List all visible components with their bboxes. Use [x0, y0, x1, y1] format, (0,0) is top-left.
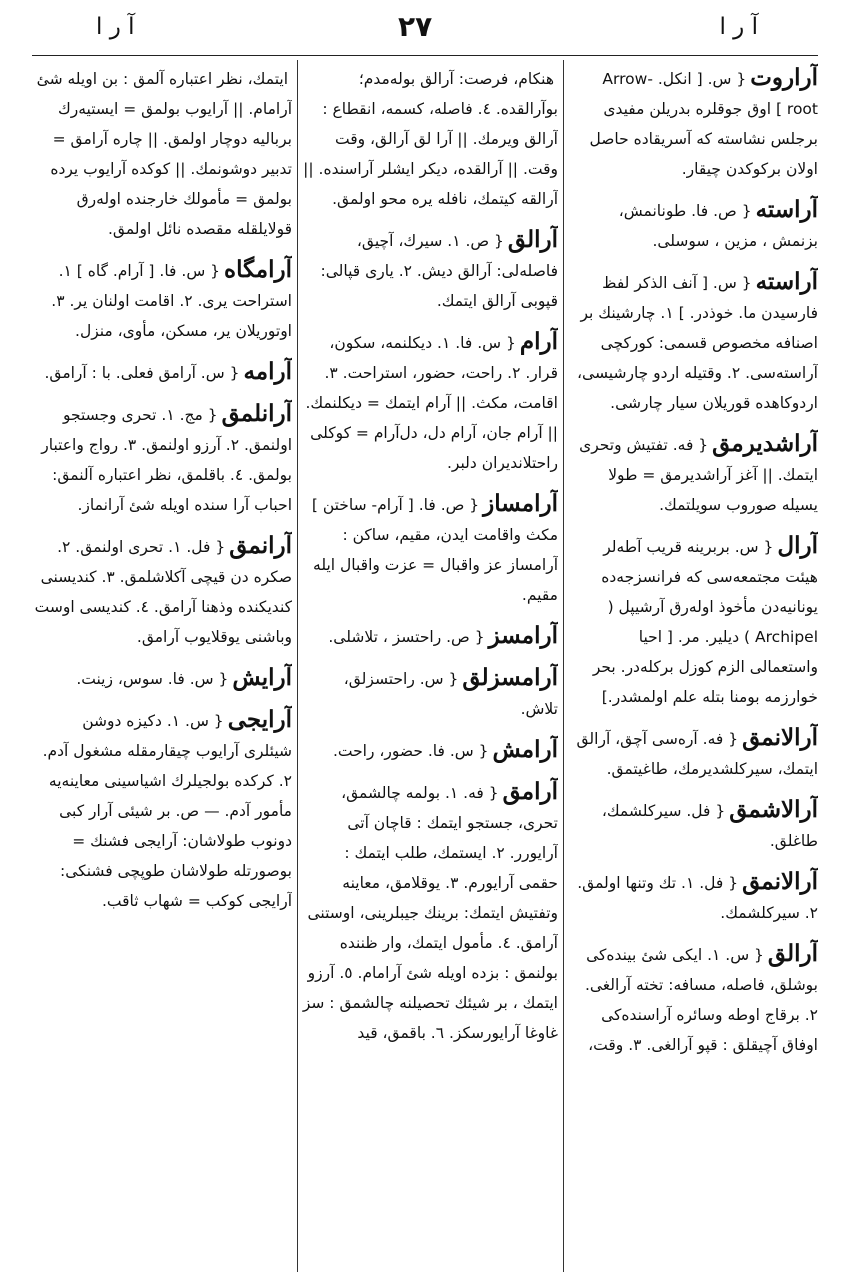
page-number: ٢٧ — [398, 10, 433, 43]
entry — [568, 796, 818, 856]
entry-headword: آرالق — [767, 940, 818, 967]
entry — [30, 532, 292, 652]
entry-definition: { س. آرامق فعلى. با : آرامق. — [44, 364, 240, 382]
entry — [302, 664, 558, 724]
entry-definition: { فل. ١. تك وتنها اولمق. ٢. سيركلشمك. — [577, 874, 818, 922]
entry — [568, 532, 818, 712]
entry — [302, 328, 558, 478]
entry — [568, 724, 818, 784]
entry-headword: آرام — [519, 328, 558, 355]
entry-definition: هنكام، فرصت: آرالق بوله‌مدم؛ بوآرالقده. ٤. فاصله، كسمه، انقطاع : آرالق ويرمك. || آرا لق آرالق، وقت وقت. || آرالقده، ديكر ايشلر آراسنده. || آرالقه كيتمك، نافله يره محو اولمق. — [303, 70, 558, 208]
entry-headword: آرامسز — [488, 622, 558, 649]
entry-headword: آرامه — [243, 358, 292, 385]
right-column — [568, 60, 818, 1272]
entry — [30, 64, 292, 244]
entry-headword: آراروت — [750, 64, 818, 91]
entry-headword: آرامگاه — [224, 256, 292, 283]
entry-definition: { فه. آره‌سى آچق، آرالق ايتمك، سيركلشديرمك، طاغيتمق. — [576, 730, 818, 778]
entry-headword: آراسته — [755, 268, 818, 295]
entry-definition: { س. فا. حضور، راحت. — [332, 742, 489, 760]
column-divider — [297, 60, 298, 1272]
entry-headword: آرالانمق — [742, 868, 818, 895]
running-head-right: آ ر ا — [719, 14, 758, 40]
entry — [568, 940, 818, 1060]
entry-definition: { س. فا. ١. ديكلنمه، سكون، قرار. ٢. راحت، حضور، استراحت. ٣. اقامت، مكث. || آرام ايتمك = ديكلنمك. || آرام جان، آرام دل، دل‌آرام = كوكلى راحتلانديران دلبر. — [305, 334, 558, 472]
entry-headword: آرالانمق — [742, 724, 818, 751]
entry-definition: { س. فا. سوس، زينت. — [76, 670, 229, 688]
entry — [30, 400, 292, 520]
entry — [568, 64, 818, 184]
entry-headword: آرايش — [232, 664, 292, 691]
entry — [568, 196, 818, 256]
entry — [568, 430, 818, 520]
entry — [568, 868, 818, 928]
entry — [30, 358, 292, 388]
entry-headword: آرامسزلق — [462, 664, 558, 691]
entry-headword: آرايجى — [227, 706, 292, 733]
entry — [302, 736, 558, 766]
entry-definition: { س. بربرينه قريب آطه‌لر هيئت مجتمعه‌سى كه فرانسزجه‌ده يونانيه‌دن مأخوذ اوله‌رق آرشيپل ( Archipel ) ديلير. مر. [ احيا واستعمالى الزم كوزل بركله‌در. بحر خوارزمه بومنا بتله علم اولمشدر.] — [592, 538, 818, 706]
entry-definition: { س. ١. دكيزه دوشن شيئلرى آرايوب چيقارمقله مشغول آدم. ٢. كركده بولجيلرك اشياسينى معاينه‌يه مأمور آدم. — ص. بر شيئى آرار كبى دونوب طولاشان: آرايجى فشنك = بوصورتله طولاشان طوپچى فشنكى: آرايجى كوكب = شهاب ثاقب. — [42, 712, 292, 910]
entry — [30, 256, 292, 346]
entry-definition: { س. ١. ايكى شئ بينده‌كى بوشلق، فاصله، مسافه: تخته آرالغى. ٢. برقاج اوطه وسائره آراسنده‌كى اوفاق آچيقلق : قپو آرالغى. ٣. وقت، — [584, 946, 818, 1054]
header-rule — [32, 55, 818, 56]
entry-headword: آرالق — [507, 226, 558, 253]
left-column — [30, 60, 292, 1272]
entry-definition: { مج. ١. تحرى وجستجو اولنمق. ٢. آرزو اولنمق. ٣. رواج واعتبار بولمق. ٤. باقلمق، نظر اعتباره آلنمق: احباب آرا سنده اويله شئ آرانماز. — [41, 406, 292, 514]
entry-definition: ايتمك، نظر اعتباره آلمق : بن اويله شئ آرامام. || آرايوب بولمق = ايستيه‌رك برباليه دوچار اولمق. || چاره آرامق = تدبير دوشونمك. || كوكده آرايوب يرده بولمق = مأمولك خارجنده اوله‌رق قولايلقله مقصده نائل اولمق. — [36, 70, 292, 238]
entry-headword: آرانلمق — [221, 400, 292, 427]
entry-definition: { فه. ١. بولمه چالشمق، تحرى، جستجو ايتمك : قاچان آتى آرايورر. ٢. ايستمك، طلب ايتمك : حقمى آرايورم. ٣. يوقلامق، معاينه وتفتيش ايتمك: برينك جيبلرينى، اوستنى آرامق. ٤. مأمول ايتمك، وار ظننده بولنمق : بزده اويله شئ آرامام. ٥. آرزو ايتمك ، بر شيئك تحصيلنه چالشمق : سز غاوغا آرايورسكز. ٦. باقمق، قيد — [302, 784, 558, 1042]
entry-definition: { س. راحتسزلق، تلاش. — [343, 670, 558, 718]
entry — [30, 706, 292, 916]
entry — [302, 622, 558, 652]
entry-definition: { فل. ١. تحرى اولنمق. ٢. صكره دن قيچى آكلاشلمق. ٣. كنديسنى كنديكنده وذهنا آرامق. ٤. كنديسى اوست وباشنى يوقلايوب آرامق. — [34, 538, 292, 646]
entry-definition: { ص. فا. [ آرام- ساختن ] مكث واقامت ايدن، مقيم، ساكن : آرامساز عز واقبال = عزت واقبال ايله مقيم. — [311, 496, 558, 604]
entry-definition: { س. [ انكل. Arrow- root ] اوق جوقلره بدريلن مفيدى برجلس نشاسته كه آسريقاده حاصل اولان بركوكدن چيقار. — [589, 70, 818, 178]
middle-column — [302, 60, 558, 1272]
entry-definition: { فل. سيركلشمك، طاغلق. — [601, 802, 818, 850]
entry-headword: آراسته — [755, 196, 818, 223]
entry-headword: آرامساز — [483, 490, 558, 517]
entry-headword: آرال — [777, 532, 818, 559]
entry — [302, 64, 558, 214]
entry — [302, 778, 558, 1048]
entry-definition: { ص. راحتسز ، تلاشلى. — [328, 628, 485, 646]
entry-definition: { ص. ١. سيرك، آچيق، فاصله‌لى: آرالق ديش. ٢. يارى قپالى: قپوبى آرالق ايتمك. — [320, 232, 558, 310]
entry-headword: آرالاشمق — [729, 796, 818, 823]
entry-definition: { فه. تفتيش وتحرى ايتمك. || آغز آراشديرمق = طولا يسيله صوروب سويلتمك. — [579, 436, 818, 514]
entry-definition: { ص. فا. طونانمش، بزنمش ، مزين ، سوسلى. — [618, 202, 818, 250]
entry-definition: { س. فا. [ آرام. گاه ] ١. استراحت يرى. ٢. اقامت اولنان ير. ٣. اوتوريلان ير، مسكن، مأوى، منزل. — [51, 262, 292, 340]
running-head-left: آ ر ا — [96, 14, 135, 40]
entry — [568, 268, 818, 418]
entry — [302, 490, 558, 610]
entry-headword: آرانمق — [229, 532, 292, 559]
entry-headword: آرامق — [502, 778, 558, 805]
entry-headword: آراشديرمق — [712, 430, 818, 457]
column-divider — [563, 60, 564, 1272]
entry — [302, 226, 558, 316]
entry-headword: آرامش — [492, 736, 558, 763]
entry-definition: { س. [ آنف الذكر لفظ فارسيدن ما. خوذدر. ] ١. چارشينك بر اصنافه مخصوص قسمى: كوركچى آراسته‌سى. ٢. وقتيله اردو چارشيسى، اردوكاهده قوريلان سيار چارشى. — [577, 274, 818, 412]
entry — [30, 664, 292, 694]
